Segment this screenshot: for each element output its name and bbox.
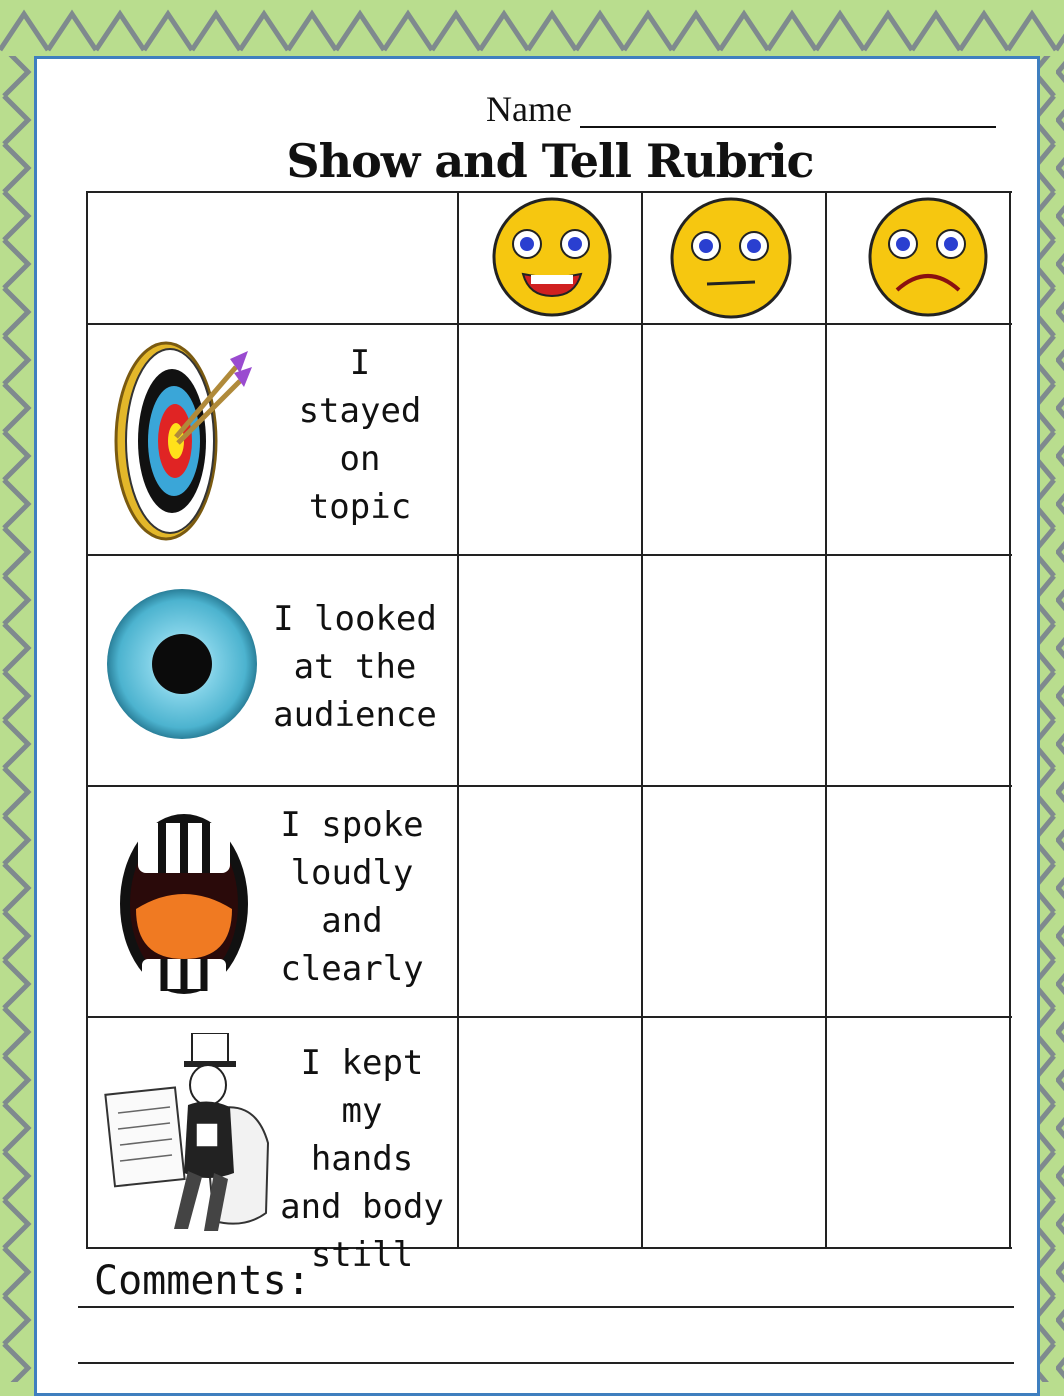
criterion-label-topic: [285, 339, 435, 531]
criterion-text-line: stayed: [298, 391, 422, 431]
criterion-label-voice: [272, 801, 432, 993]
criterion-text-line: on: [339, 439, 381, 479]
criterion-text-line: I: [349, 343, 371, 383]
criterion-text-line: audience: [273, 695, 437, 735]
sad-face-icon: [867, 196, 989, 318]
criterion-text-line: topic: [308, 487, 412, 527]
comments-label: Comments:: [94, 1258, 311, 1304]
criterion-text-line: and: [321, 901, 383, 941]
criterion-text-line: clearly: [280, 949, 424, 989]
column-divider: [457, 191, 459, 1249]
column-divider: [641, 191, 643, 1249]
seated-figure-reading-icon: [104, 1033, 274, 1239]
criterion-label-audience: [270, 595, 440, 739]
name-write-line: [580, 126, 996, 128]
criterion-label-still: [272, 1039, 452, 1279]
row-divider: [86, 554, 1012, 556]
row-divider: [86, 1016, 1012, 1018]
target-with-arrows-icon: [112, 337, 252, 543]
name-field: [486, 88, 998, 132]
rubric-table: [86, 191, 1012, 1275]
table-right-border: [1009, 191, 1011, 1249]
comment-write-line: [78, 1306, 1014, 1308]
happy-face-icon: [491, 196, 613, 318]
table-bottom-border: [86, 1247, 1012, 1249]
page-title: Show and Tell Rubric: [286, 134, 814, 188]
criterion-text-line: I kept my: [300, 1043, 424, 1131]
criterion-text-line: I looked: [273, 599, 437, 639]
table-top-border: [86, 191, 1012, 193]
criterion-text-line: loudly: [290, 853, 414, 893]
open-mouth-icon: [116, 809, 252, 999]
neutral-face-icon: [669, 196, 793, 320]
eye-icon: [104, 586, 260, 742]
row-divider: [86, 785, 1012, 787]
comment-write-line: [78, 1362, 1014, 1364]
row-divider: [86, 323, 1012, 325]
table-left-border: [86, 191, 88, 1249]
criterion-text-line: hands: [310, 1139, 414, 1179]
column-divider: [825, 191, 827, 1249]
criterion-text-line: still: [310, 1235, 414, 1275]
criterion-text-line: and body: [280, 1187, 444, 1227]
name-label: Name: [486, 89, 572, 129]
criterion-text-line: I spoke: [280, 805, 424, 845]
criterion-text-line: at the: [293, 647, 417, 687]
